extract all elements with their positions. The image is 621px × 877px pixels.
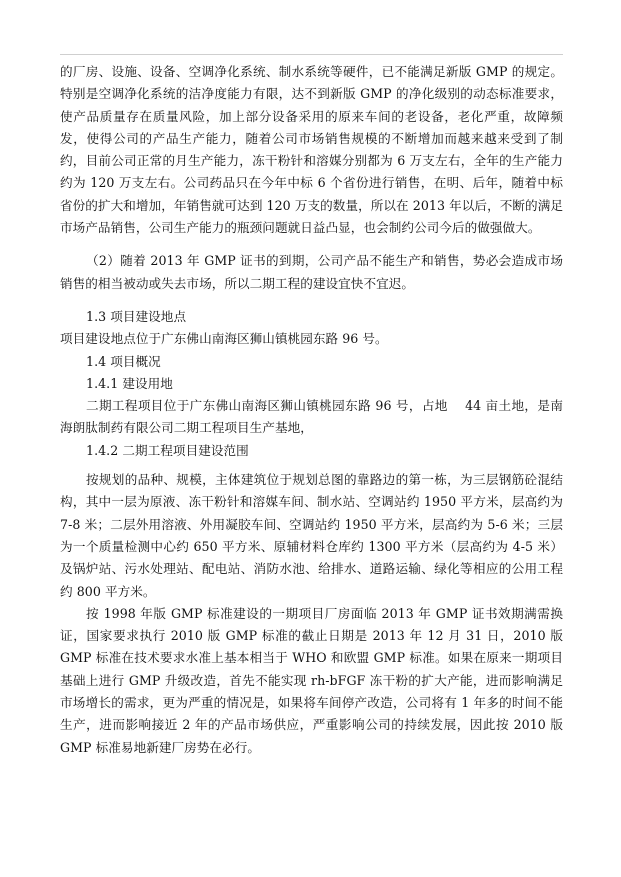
paragraph-construction-scope: 按规划的品种、规模，主体建筑位于规划总图的靠路边的第一栋，为三层钢筋砼混结构，其中一层为原液、冻干粉针和溶媒车间、制水站、空调站约 1950 平方米，层高约为 7-8 米；二层外用溶液、外用凝胶车间、空调站约 1950 平方米，层高约为 5-6 米；三层为一个质量检测中心约 650 平方米、原辅材料仓库约 1300 平方米（层高约为 4-5 米）及锅炉站、污水处理站、配电站、消防水池、给排水、道路运输、绿化等相应的公用工程约 800 平方米。 xyxy=(60,472,563,599)
paragraph-land-use: 二期工程项目位于广东佛山南海区狮山镇桃园东路 96 号，占地 44 亩土地，是南海朗肽制药有限公司二期工程项目生产基地， xyxy=(60,398,563,436)
section-heading-1-4-1: 1.4.1 建设用地 xyxy=(86,375,173,391)
paragraph-gmp-expiry: （2）随着 2013 年 GMP 证书的到期，公司产品不能生产和销售，势必会造成市场销售的相当被动或失去市场，所以二期工程的建设宜快不宜迟。 xyxy=(60,253,563,291)
section-heading-1-4: 1.4 项目概况 xyxy=(86,353,161,369)
document-body xyxy=(60,61,563,759)
header-rule xyxy=(60,54,563,55)
paragraph-gmp-upgrade: 按 1998 年版 GMP 标准建设的一期项目厂房面临 2013 年 GMP 证书效期满需换证，国家要求执行 2010 版 GMP 标准的截止日期是 2013 年 12 月 31 日，2010 版 GMP 标准在技术要求水准上基本相当于 WHO 和欧盟 GMP 标准。如果在原来一期项目基础上进行 GMP 升级改造，首先不能实现 rh-bFGF 冻干粉的扩大产能，进而影响满足市场增长的需求，更为严重的情况是，如果将车间停产改造，公司将有 1 年多的时间不能生产，进而影响接近 2 年的产品市场供应，严重影响公司的持续发展，因此按 2010 版 GMP 标准易地新建厂房势在必行。 xyxy=(60,605,563,755)
paragraph-location: 项目建设地点位于广东佛山南海区狮山镇桃园东路 96 号。 xyxy=(60,331,388,347)
section-heading-1-3: 1.3 项目建设地点 xyxy=(86,308,187,324)
paragraph-capacity-constraints: 的厂房、设施、设备、空调净化系统、制水系统等硬件，已不能满足新版 GMP 的规定。特别是空调净化系统的洁净度能力有限，达不到新版 GMP 的净化级别的动态标准要求，使产品质量存在质量风险，加上部分设备采用的原来车间的老设备，老化严重，故障频发，使得公司的产品生产能力，随着公司市场销售规模的不断增加而越来越来受到了制约，目前公司正常的月生产能力，冻干粉针和溶媒分别都为 6 万支左右，全年的生产能力约为 120 万支左右。公司药品只在今年中标 6 个省份进行销售，在明、后年，随着中标省份的扩大和增加，年销售就可达到 120 万支的数量，所以在 2013 年以后，不断的满足市场产品销售，公司生产能力的瓶颈问题就日益凸显，也会制约公司今后的做强做大。 xyxy=(60,64,563,236)
section-heading-1-4-2: 1.4.2 二期工程项目建设范围 xyxy=(86,442,249,458)
